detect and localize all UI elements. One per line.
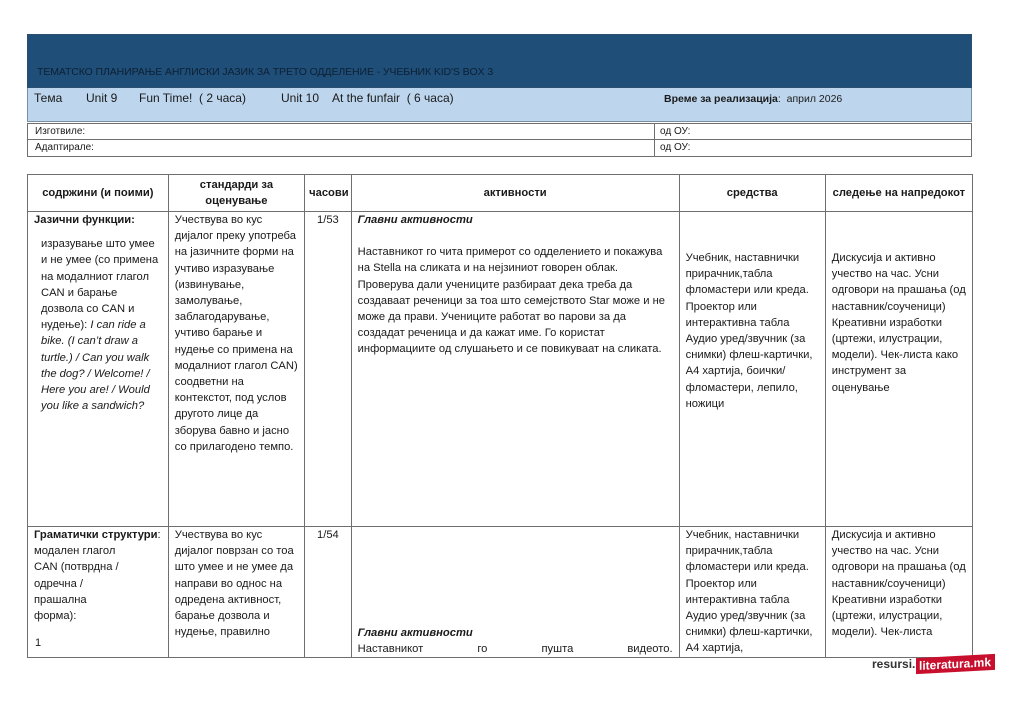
table-header-row [28, 175, 973, 212]
table-row [28, 527, 973, 658]
activities-text: Наставникот го пушта видеото. [357, 642, 673, 655]
content-heading: Граматички структури [34, 529, 158, 541]
table-row [28, 212, 973, 527]
content-heading: Јазични функции: [34, 214, 135, 226]
assessment-cell: Дискусија и активно учество на час. Усни одговори на прашања (од наставник/соученици) Креативни изработки (цртежи, илустрации, модели). Чек-листа како инструмент за оценување [825, 212, 972, 527]
hours-cell: 1/53 [305, 212, 352, 527]
logo-prefix: resursi. [872, 657, 916, 671]
content-cell [28, 527, 169, 658]
school-label: од ОУ: [660, 142, 691, 153]
document-title: ТЕМАТСКО ПЛАНИРАЊЕ АНГЛИСКИ ЈАЗИК ЗА ТРЕТО ОДДЕЛЕНИЕ - УЧЕБНИК KID'S BOX 3 [37, 66, 494, 78]
activities-cell [351, 527, 679, 658]
title-bar [27, 34, 972, 88]
prepared-label: Изготвиле: [35, 126, 86, 137]
content-text: модален глагол CAN (потврдна / одречна / прашална форма): [34, 545, 119, 623]
content-examples: I can ride a bike. (I can’t draw a turtle.) / Can you walk the dog? / Welcome! / Here you are! / Would you like a sandwich? [41, 319, 150, 413]
adapted-label: Адаптирале: [35, 142, 94, 153]
hours-cell: 1/54 [305, 527, 352, 658]
realization-label: Време за реализација [664, 93, 778, 105]
realization-value: април 2026 [786, 93, 843, 105]
unit10-label: Unit 10 [281, 91, 320, 105]
standards-cell: Учествува во кус дијалог преку употреба на јазичните форми на учтиво изразување (извинување, замолување, заблагодарување, учтиво барање и нудење со примена на модалниот глагол CAN) соодветни на контекстот, под услов другото лице да зборува бавно и јасно со прилагодено темпо. [168, 212, 304, 527]
unit10-title: At the funfair ( 6 часа) [332, 91, 454, 105]
activities-heading: Главни активности [357, 214, 473, 226]
row-divider [654, 140, 655, 156]
logo-brand: literatura.mk [916, 654, 995, 674]
topic-label: Тема [34, 91, 63, 105]
document-header [27, 34, 972, 157]
prepared-row [27, 123, 972, 140]
unit9-title: Fun Time! ( 2 часа) [139, 91, 246, 105]
column-header: следење на напредокот [825, 175, 972, 212]
page-number: 1 [35, 637, 42, 649]
assessment-cell: Дискусија и активно учество на час. Усни одговори на прашања (од наставник/соученици) Креативни изработки (цртежи, илустрации, модели). Чек-листа [825, 527, 972, 658]
resources-cell: Учебник, наставнички прирачник,табла фломастери или креда. Проектор или интерактивна табла Аудио уред/звучник (за снимки) флеш-картички, А4 хартија, [679, 527, 825, 658]
standards-cell: Учествува во кус дијалог поврзан со тоа што умее и не умее да направи во однос на одредена активност, барање дозвола и нудење, правилно [168, 527, 304, 658]
unit9-label: Unit 9 [86, 91, 118, 105]
planning-table [27, 174, 973, 658]
activities-text: Наставникот го чита примерот со одделението и покажува на Stella на сликата и на нејзиниот говорен облак. Проверува дали учениците разбираат дека треба да создаваат реченици за тоа што семејството Star може и не може да прави. Учениците работат во парови за да создадат реченица и да кажат име. Го користат информациите од слушањето и се повикуваат на сликата. [357, 246, 666, 356]
adapted-row [27, 140, 972, 157]
column-header: средства [679, 175, 825, 212]
column-header: активности [351, 175, 679, 212]
activities-heading: Главни активности [357, 626, 473, 639]
activities-cell [351, 212, 679, 527]
content-cell [28, 212, 169, 527]
column-header: стандарди за оценување [168, 175, 304, 212]
resources-cell: Учебник, наставнички прирачник,табла фломастери или креда. Проектор или интерактивна табла Аудио уред/звучник (за снимки) флеш-картички, А4 хартија, боички/фломастери, лепило, ножици [679, 212, 825, 527]
column-header: содржини (и поими) [28, 175, 169, 212]
topic-bar [27, 88, 972, 122]
content-body [34, 236, 162, 414]
content-colon: : [157, 529, 161, 541]
content-text: изразување што умее и не умее (со примена на модалниот глагол CAN и барање дозвола со CAN и нудење): [41, 238, 159, 332]
school-label: од ОУ: [660, 126, 691, 137]
row-divider [654, 124, 655, 139]
publisher-logo [872, 655, 995, 673]
column-header: часови [305, 175, 352, 212]
realization-time: Време за реализација: април 2026 [664, 93, 843, 105]
